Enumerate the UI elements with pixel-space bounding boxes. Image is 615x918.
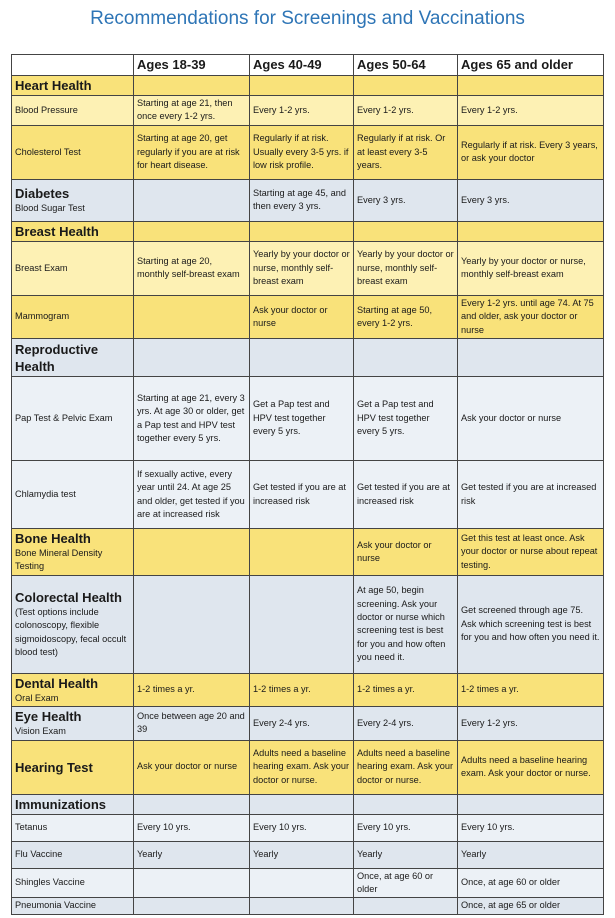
cell-65-older: Once, at age 65 or older [458, 898, 604, 914]
table-row [12, 377, 604, 461]
row-label: Flu Vaccine [12, 841, 134, 868]
cell-40-49: Every 1-2 yrs. [250, 96, 354, 126]
category-breast-cell [12, 221, 134, 241]
cell-50-64: Once, at age 60 or older [354, 868, 458, 898]
cell-50-64: Every 3 yrs. [354, 179, 458, 221]
cell-65-older: Get tested if you are at increased risk [458, 461, 604, 529]
cell-40-49: Yearly by your doctor or nurse, monthly self-breast exam [250, 241, 354, 295]
category-colorectal-cell [12, 575, 134, 673]
header-ages-50-64: Ages 50-64 [354, 55, 458, 76]
cell-50-64: Yearly [354, 841, 458, 868]
table-row [12, 868, 604, 898]
cell-18-39: Yearly [134, 841, 250, 868]
header-corner [12, 55, 134, 76]
cell-18-39 [134, 295, 250, 338]
category-row-reproductive [12, 339, 604, 377]
cell-50-64: 1-2 times a yr. [354, 673, 458, 706]
table-row [12, 125, 604, 179]
category-row-bone [12, 529, 604, 576]
cell-50-64: At age 50, begin screening. Ask your doctor or nurse which screening test is best for you and how often you need it. [354, 575, 458, 673]
category-row-heart [12, 76, 604, 96]
cell-65-older: Once, at age 60 or older [458, 868, 604, 898]
cell-18-39: If sexually active, every year until 24. At age 25 and older, get tested if you are at increased risk [134, 461, 250, 529]
category-hearing-cell [12, 740, 134, 794]
header-row [12, 55, 604, 76]
category-title-immunizations: Immunizations [15, 796, 107, 812]
cell-50-64 [354, 898, 458, 914]
cell-65-older: Every 1-2 yrs. until age 74. At 75 and older, ask your doctor or nurse [458, 295, 604, 338]
cell-40-49: Ask your doctor or nurse [250, 295, 354, 338]
category-row-dental [12, 673, 604, 706]
row-label: Chlamydia test [12, 461, 134, 529]
category-sub-bone: Bone Mineral Density Testing [15, 548, 103, 572]
cell-50-64: Every 2-4 yrs. [354, 707, 458, 740]
cell-40-49: Every 10 yrs. [250, 814, 354, 841]
category-row-diabetes [12, 179, 604, 221]
row-label: Shingles Vaccine [12, 868, 134, 898]
recommendations-table [11, 54, 604, 915]
cell-18-39 [134, 575, 250, 673]
category-sub-dental: Oral Exam [15, 692, 59, 703]
cell-65-older: Ask your doctor or nurse [458, 377, 604, 461]
cell-65-older: Adults need a baseline hearing exam. Ask your doctor or nurse. [458, 740, 604, 794]
cell-65-older: Get screened through age 75. Ask which screening test is best for you and how often you need it. [458, 575, 604, 673]
row-label: Pneumonia Vaccine [12, 898, 134, 914]
cell-40-49: Adults need a baseline hearing exam. Ask your doctor or nurse. [250, 740, 354, 794]
cell-40-49 [250, 898, 354, 914]
cell-18-39: Once between age 20 and 39 [134, 707, 250, 740]
cell-50-64: Get tested if you are at increased risk [354, 461, 458, 529]
category-title-dental: Dental Health [15, 675, 99, 691]
cell-40-49 [250, 868, 354, 898]
header-ages-40-49: Ages 40-49 [250, 55, 354, 76]
table-row [12, 898, 604, 914]
category-heart-cell [12, 76, 134, 96]
cell-65-older: Regularly if at risk. Every 3 years, or ask your doctor [458, 125, 604, 179]
cell-65-older: 1-2 times a yr. [458, 673, 604, 706]
cell-40-49: Get tested if you are at increased risk [250, 461, 354, 529]
cell-50-64: Yearly by your doctor or nurse, monthly self-breast exam [354, 241, 458, 295]
cell-18-39: Every 10 yrs. [134, 814, 250, 841]
category-title-heart: Heart Health [15, 78, 92, 93]
cell-40-49: Get a Pap test and HPV test together every 5 yrs. [250, 377, 354, 461]
category-row-hearing [12, 740, 604, 794]
cell-18-39: Ask your doctor or nurse [134, 740, 250, 794]
table-row [12, 841, 604, 868]
category-sub-eye: Vision Exam [15, 726, 66, 737]
cell-18-39: Starting at age 21, every 3 yrs. At age 30 or older, get a Pap test and HPV test together every 5 yrs. [134, 377, 250, 461]
cell-50-64: Ask your doctor or nurse [354, 529, 458, 576]
category-title-breast: Breast Health [15, 223, 99, 239]
cell-65-older: Yearly by your doctor or nurse, monthly self-breast exam [458, 241, 604, 295]
category-immunizations-cell [12, 794, 134, 814]
category-diabetes-cell [12, 179, 134, 221]
cell-65-older: Every 10 yrs. [458, 814, 604, 841]
table-row [12, 241, 604, 295]
cell-18-39: Starting at age 20, monthly self-breast exam [134, 241, 250, 295]
cell-40-49: Starting at age 45, and then every 3 yrs. [250, 179, 354, 221]
cell-18-39 [134, 529, 250, 576]
cell-50-64: Starting at age 50, every 1-2 yrs. [354, 295, 458, 338]
cell-65-older: Every 3 yrs. [458, 179, 604, 221]
cell-18-39: 1-2 times a yr. [134, 673, 250, 706]
cell-40-49: Yearly [250, 841, 354, 868]
category-eye-cell [12, 707, 134, 740]
cell-18-39: Starting at age 21, then once every 1-2 yrs. [134, 96, 250, 126]
cell-40-49: Regularly if at risk. Usually every 3-5 yrs. if low risk profile. [250, 125, 354, 179]
row-label: Blood Pressure [12, 96, 134, 126]
cell-40-49: Every 2-4 yrs. [250, 707, 354, 740]
cell-40-49 [250, 529, 354, 576]
category-title-reproductive: Reproductive Health [15, 341, 99, 374]
table-row [12, 814, 604, 841]
header-ages-65-older: Ages 65 and older [458, 55, 604, 76]
cell-18-39 [134, 179, 250, 221]
cell-50-64: Every 1-2 yrs. [354, 96, 458, 126]
cell-50-64: Regularly if at risk. Or at least every 3-5 years. [354, 125, 458, 179]
category-row-breast [12, 221, 604, 241]
cell-50-64: Get a Pap test and HPV test together every 5 yrs. [354, 377, 458, 461]
table-row [12, 295, 604, 338]
table-row [12, 461, 604, 529]
cell-50-64: Every 10 yrs. [354, 814, 458, 841]
category-dental-cell [12, 673, 134, 706]
category-title-colorectal: Colorectal Health [15, 590, 122, 606]
header-ages-18-39: Ages 18-39 [134, 55, 250, 76]
category-sub-diabetes: Blood Sugar Test [15, 203, 85, 214]
cell-40-49 [250, 575, 354, 673]
category-bone-cell [12, 529, 134, 576]
cell-50-64: Adults need a baseline hearing exam. Ask your doctor or nurse. [354, 740, 458, 794]
cell-65-older: Get this test at least once. Ask your doctor or nurse about repeat testing. [458, 529, 604, 576]
table-row [12, 96, 604, 126]
cell-18-39 [134, 868, 250, 898]
cell-40-49: 1-2 times a yr. [250, 673, 354, 706]
cell-18-39 [134, 898, 250, 914]
category-reproductive-cell [12, 339, 134, 377]
category-sub-colorectal: (Test options include colonoscopy, flexible sigmoidoscopy, fecal occult blood test) [15, 607, 127, 658]
row-label: Breast Exam [12, 241, 134, 295]
row-label: Mammogram [12, 295, 134, 338]
page-title: Recommendations for Screenings and Vaccinations [90, 8, 525, 29]
cell-18-39: Starting at age 20, get regularly if you are at risk for heart disease. [134, 125, 250, 179]
category-row-colorectal [12, 575, 604, 673]
cell-65-older: Every 1-2 yrs. [458, 96, 604, 126]
category-title-eye: Eye Health [15, 709, 82, 725]
cell-65-older: Yearly [458, 841, 604, 868]
row-label: Tetanus [12, 814, 134, 841]
row-label: Cholesterol Test [12, 125, 134, 179]
category-title-bone: Bone Health [15, 531, 91, 547]
category-row-eye [12, 707, 604, 740]
category-title-hearing: Hearing Test [15, 759, 93, 775]
category-row-immunizations [12, 794, 604, 814]
category-title-diabetes: Diabetes [15, 186, 70, 202]
row-label: Pap Test & Pelvic Exam [12, 377, 134, 461]
cell-65-older: Every 1-2 yrs. [458, 707, 604, 740]
